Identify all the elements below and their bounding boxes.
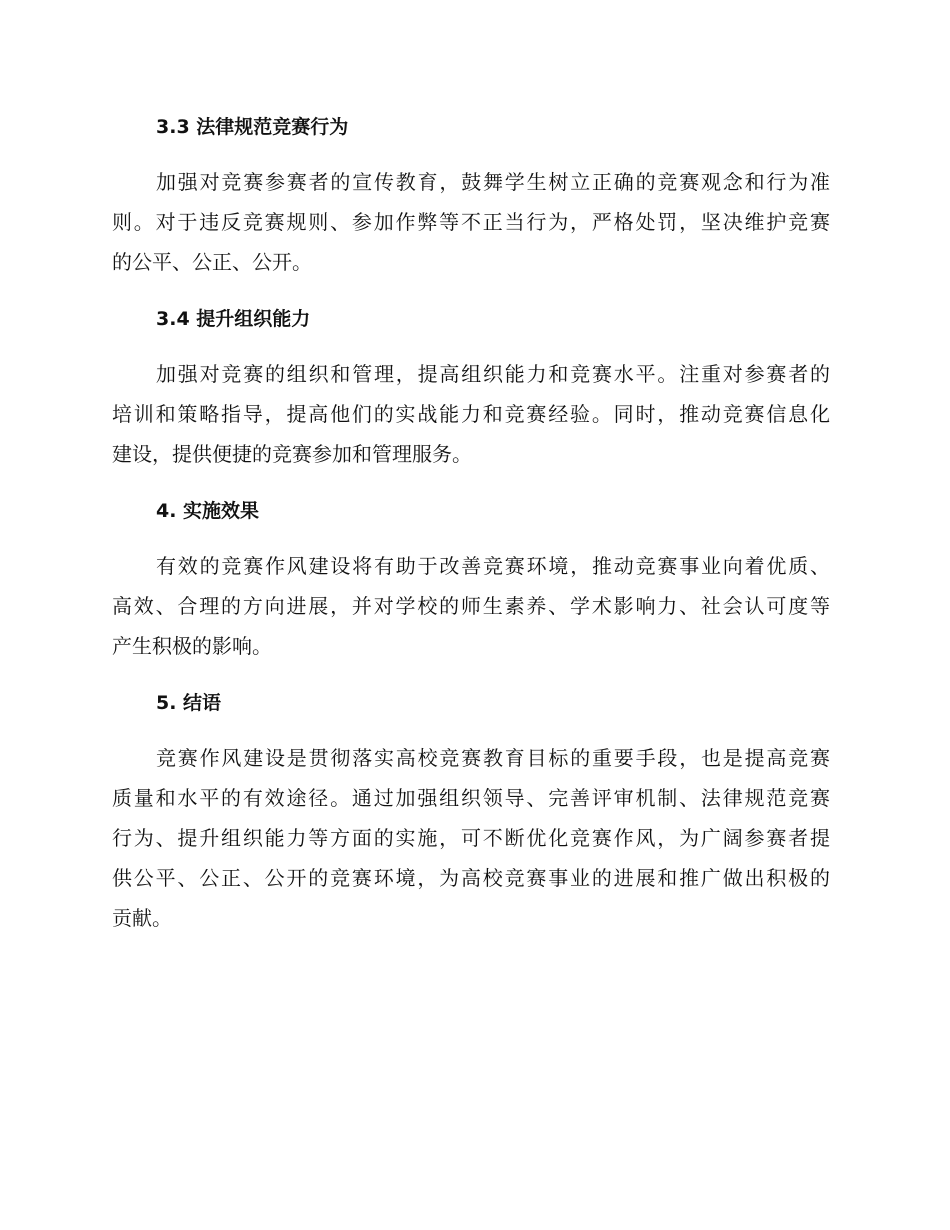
paragraph-line: 建设，提供便捷的竞赛参加和管理服务。 (112, 442, 472, 466)
section-paragraph-4 (112, 546, 830, 666)
section-paragraph-3-3 (112, 162, 830, 282)
section-heading-3-3: 3.3 法律规范竞赛行为 (156, 116, 349, 138)
section-heading-4: 4. 实施效果 (156, 500, 260, 522)
document-page (112, 112, 830, 960)
section-paragraph-5 (112, 738, 830, 938)
paragraph-line: 培训和策略指导，提高他们的实战能力和竞赛经验。同时，推动竞赛信息化 (112, 402, 830, 426)
paragraph-line: 加强对竞赛参赛者的宣传教育，鼓舞学生树立正确的竞赛观念和行为准 (156, 170, 830, 194)
paragraph-line: 有效的竞赛作风建设将有助于改善竞赛环境，推动竞赛事业向着优质、 (156, 554, 830, 578)
paragraph-line: 行为、提升组织能力等方面的实施，可不断优化竞赛作风，为广阔参赛者提 (112, 826, 830, 850)
section-heading-5: 5. 结语 (156, 692, 222, 714)
paragraph-line: 产生积极的影响。 (112, 634, 272, 658)
section-paragraph-3-4 (112, 354, 830, 474)
section-heading-3-4: 3.4 提升组织能力 (156, 308, 311, 330)
paragraph-line: 供公平、公正、公开的竞赛环境，为高校竞赛事业的进展和推广做出积极的 (112, 866, 830, 890)
paragraph-line: 质量和水平的有效途径。通过加强组织领导、完善评审机制、法律规范竞赛 (112, 786, 830, 810)
paragraph-line: 的公平、公正、公开。 (112, 250, 312, 274)
paragraph-line: 加强对竞赛的组织和管理，提高组织能力和竞赛水平。注重对参赛者的 (156, 362, 830, 386)
paragraph-line: 高效、合理的方向进展，并对学校的师生素养、学术影响力、社会认可度等 (112, 594, 830, 618)
paragraph-line: 贡献。 (112, 906, 172, 930)
paragraph-line: 则。对于违反竞赛规则、参加作弊等不正当行为，严格处罚，坚决维护竞赛 (112, 210, 830, 234)
paragraph-line: 竞赛作风建设是贯彻落实高校竞赛教育目标的重要手段，也是提高竞赛 (156, 746, 830, 770)
